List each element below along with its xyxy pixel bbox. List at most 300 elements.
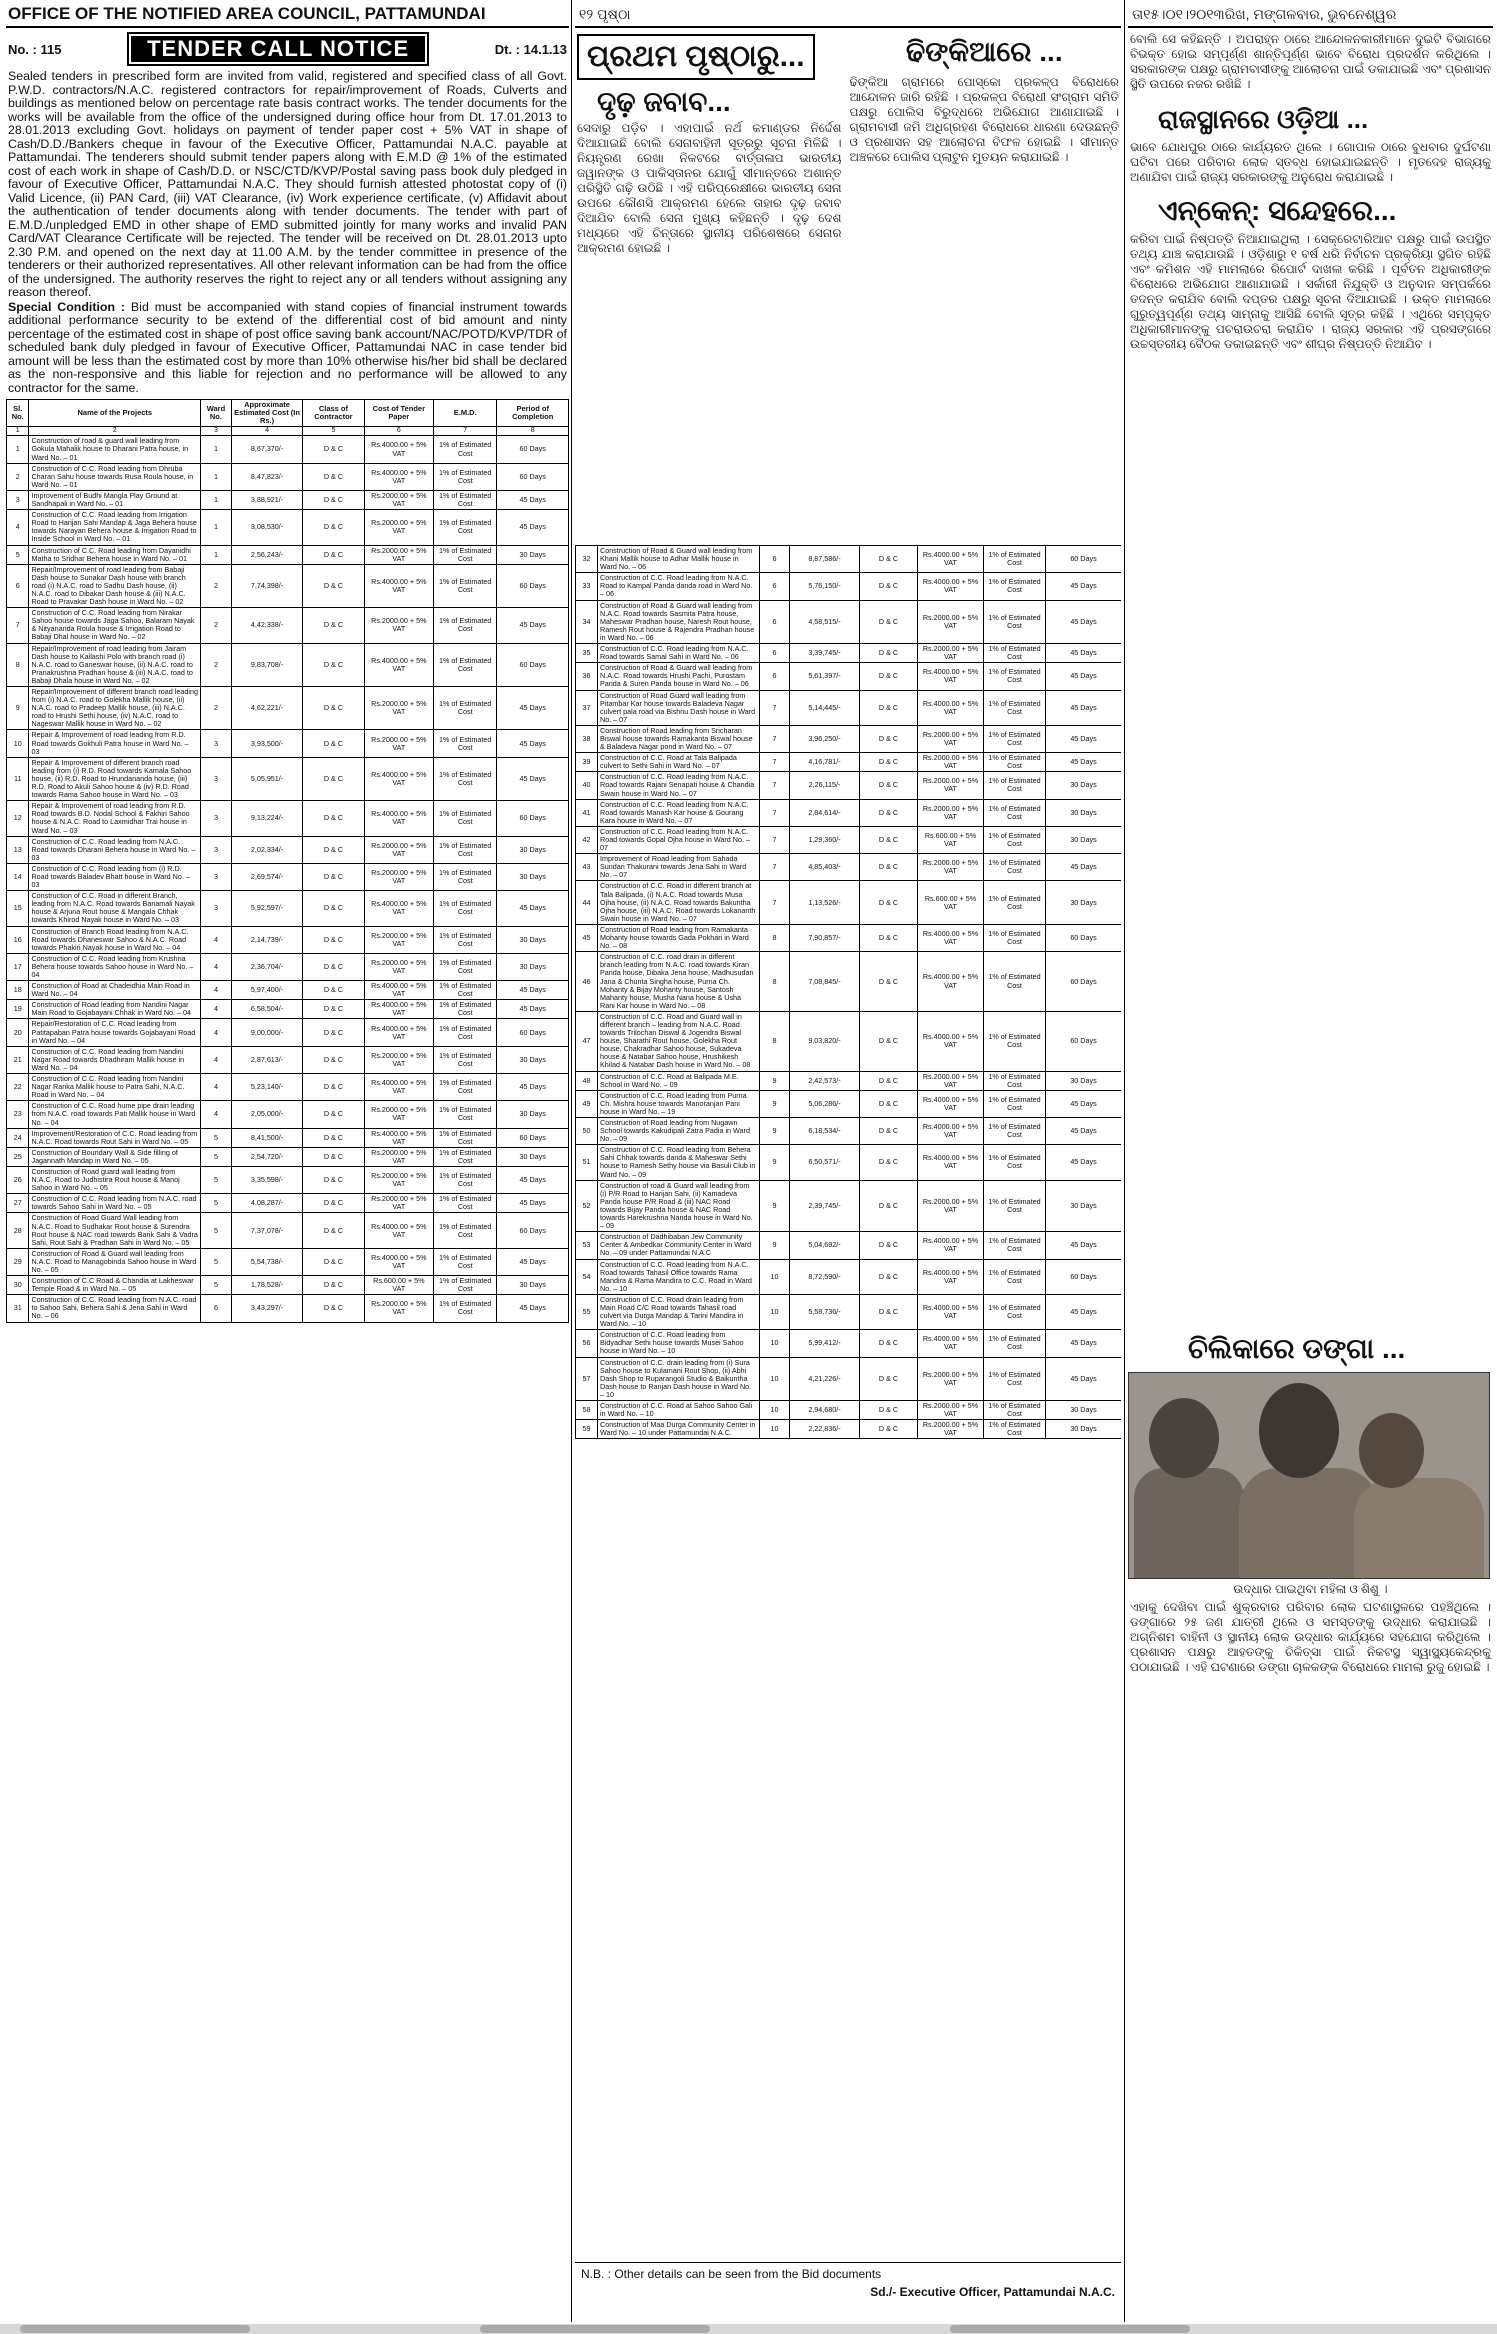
right-column xyxy=(1128,0,1493,2322)
table-row xyxy=(576,952,1122,1012)
col-number: 2 xyxy=(29,427,201,436)
cell-paper: Rs.2000.00 + 5% VAT xyxy=(364,926,433,953)
cell-period: 30 Days xyxy=(497,863,569,890)
cell-sl: 22 xyxy=(7,1074,29,1101)
cell-name: Construction of Road Guard wall leading from Pitambar Kar house towards Baladeva Nagar culvert pala road via Bishnu Dash house in Ward No. – 07 xyxy=(598,690,760,725)
cell-cost: 2,05,000/- xyxy=(231,1101,303,1128)
cell-emd: 1% of Estimated Cost xyxy=(434,1213,497,1248)
cell-period: 30 Days xyxy=(497,953,569,980)
cell-period: 45 Days xyxy=(497,757,569,800)
cell-class: D & C xyxy=(303,1074,364,1101)
cell-emd: 1% of Estimated Cost xyxy=(984,799,1046,826)
cell-ward: 7 xyxy=(760,690,790,725)
cell-name: Repair & Improvement of road leading from R.D. Road towards B.D. Nodal School & Fakhiri Sahoo house & N.A.C. Road to Laxmidhar Trai house in Ward No. – 03 xyxy=(29,801,201,836)
cell-cost: 1,29,360/- xyxy=(790,826,860,853)
tender-table-body xyxy=(576,546,1122,1439)
cell-class: D & C xyxy=(303,836,364,863)
cell-paper: Rs.2000.00 + 5% VAT xyxy=(918,1071,984,1090)
cell-cost: 2,56,243/- xyxy=(231,545,303,564)
cell-paper: Rs.4000.00 + 5% VAT xyxy=(918,1145,984,1180)
notice-number: No. : 115 xyxy=(8,41,62,57)
cell-sl: 10 xyxy=(7,730,29,757)
cell-class: D & C xyxy=(860,663,918,690)
cell-ward: 7 xyxy=(760,753,790,772)
cell-name: Construction of C.C. Road leading from Purna Ch. Mishra house towards Manoranjan Pani house in Ward No. – 19 xyxy=(598,1090,760,1117)
cell-paper: Rs.4000.00 + 5% VAT xyxy=(918,573,984,600)
table-row xyxy=(7,757,569,800)
cell-name: Construction of Maa Durga Community Center in Ward No. – 10 under Pattamundai N.A.C. xyxy=(598,1420,760,1439)
cell-sl: 38 xyxy=(576,725,598,752)
cell-sl: 40 xyxy=(576,772,598,799)
cell-ward: 6 xyxy=(201,1295,232,1322)
cell-period: 45 Days xyxy=(1046,690,1122,725)
cell-emd: 1% of Estimated Cost xyxy=(434,757,497,800)
cell-paper: Rs.4000.00 + 5% VAT xyxy=(918,924,984,951)
cell-sl: 2 xyxy=(7,463,29,490)
photo-face xyxy=(1359,1413,1424,1488)
table-row xyxy=(576,690,1122,725)
cell-name: Construction of C.C. Road leading from N.A.C. Road towards Manash Kar house & Gourang Kara house in Ward No. – 07 xyxy=(598,799,760,826)
cell-emd: 1% of Estimated Cost xyxy=(434,981,497,1000)
date-label: ତା୧୫।୦୧।୨୦୧୩ରିଖ, ମଙ୍ଗଳବାର, ଭୁବନେଶ୍ୱର xyxy=(1132,6,1397,22)
cell-ward: 10 xyxy=(760,1357,790,1400)
cell-name: Repair/Improvement of road leading from Babaji Dash house to Sunakar Dash house with branch road (i) N.A.C. road to Sadhu Dash house, (ii) N.A.C. road to Dibakar Dash house & (iii) N.A.C. Road to Pravakar Dash house in Ward No. – 02 xyxy=(29,564,201,607)
tender-table-body xyxy=(7,436,569,1322)
cell-cost: 3,93,500/- xyxy=(231,730,303,757)
cell-sl: 29 xyxy=(7,1248,29,1275)
cell-emd: 1% of Estimated Cost xyxy=(434,1074,497,1101)
cell-period: 45 Days xyxy=(1046,753,1122,772)
cell-ward: 1 xyxy=(201,510,232,545)
cell-sl: 23 xyxy=(7,1101,29,1128)
cell-period: 30 Days xyxy=(1046,1420,1122,1439)
table-row xyxy=(7,981,569,1000)
article-rajasthan: ଭାବେ ଯୋଧପୁର ଠାରେ କାର୍ଯ୍ୟରତ ଥିଲେ । ଗୋପାଳ ଠାରେ ବୁଧବାର ଦୁର୍ଘଟଣା ଘଟିବା ପରେ ପରିବାର ଲୋକ ସ୍ତବ୍ଧ ହୋଇଯାଇଛନ୍ତି । ମୃତଦେହ ରାଜ୍ୟକୁ ଅଣାଯିବା ପାଇଁ ରାଜ୍ୟ ସରକାରଙ୍କୁ ଅନୁରୋଧ କରାଯାଇଛି । xyxy=(1130,140,1491,184)
cell-emd: 1% of Estimated Cost xyxy=(434,926,497,953)
table-row xyxy=(576,546,1122,573)
cell-period: 45 Days xyxy=(497,1074,569,1101)
table-row xyxy=(576,826,1122,853)
table-row xyxy=(7,643,569,686)
cell-period: 30 Days xyxy=(1046,1401,1122,1420)
cell-name: Construction of C.C. Road hume pipe drain leading from N.A.C. road towards Pati Mallik house in Ward No. – 04 xyxy=(29,1101,201,1128)
cell-ward: 4 xyxy=(201,1019,232,1046)
cell-class: D & C xyxy=(860,1420,918,1439)
cell-cost: 9,13,224/- xyxy=(231,801,303,836)
cell-paper: Rs.4000.00 + 5% VAT xyxy=(364,564,433,607)
cell-paper: Rs.4000.00 + 5% VAT xyxy=(364,1019,433,1046)
cell-ward: 3 xyxy=(201,836,232,863)
cell-period: 30 Days xyxy=(497,1046,569,1073)
cell-emd: 1% of Estimated Cost xyxy=(434,545,497,564)
cell-ward: 10 xyxy=(760,1330,790,1357)
cell-sl: 41 xyxy=(576,799,598,826)
cell-emd: 1% of Estimated Cost xyxy=(434,801,497,836)
table-row xyxy=(7,1295,569,1322)
cell-emd: 1% of Estimated Cost xyxy=(434,1046,497,1073)
cell-sl: 12 xyxy=(7,801,29,836)
article-dhinkia: ଢିଙ୍କିଆ ଗ୍ରାମରେ ପୋସ୍କୋ ପ୍ରକଳ୍ପ ବିରୋଧରେ ଆନ୍ଦୋଳନ ଜାରି ରହିଛି । ପ୍ରକଳ୍ପ ବିରୋଧୀ ସଂଗ୍ରାମ ସମିତି ପକ୍ଷରୁ ପୋଲିସ ବିରୁଦ୍ଧରେ ଅଭିଯୋଗ ଆଣାଯାଇଛି । ଗ୍ରାମବାସୀ ଜମି ଅଧିଗ୍ରହଣ ବିରୋଧରେ ଧାରଣା ଦେଉଛନ୍ତି ଓ ପ୍ରଶାସନ ସହ ଆଲୋଚନା ବିଫଳ ହୋଇଛି । ସୀମାନ୍ତ ଅଞ୍ଚଳରେ ପୋଲିସ ପ୍ଲାଟୁନ ମୁତୟନ କରାଯାଇଛି । xyxy=(849,75,1119,164)
cell-class: D & C xyxy=(860,826,918,853)
headline-rajasthan: ରାଜସ୍ଥାନରେ ଓଡ଼ିଆ ... xyxy=(1158,104,1369,134)
cell-cost: 6,50,571/- xyxy=(790,1145,860,1180)
table-row xyxy=(576,1420,1122,1439)
cell-class: D & C xyxy=(303,1295,364,1322)
cell-class: D & C xyxy=(303,863,364,890)
cell-paper: Rs.600.00 + 5% VAT xyxy=(364,1276,433,1295)
cell-emd: 1% of Estimated Cost xyxy=(984,573,1046,600)
cell-sl: 48 xyxy=(576,1071,598,1090)
cell-sl: 32 xyxy=(576,546,598,573)
cell-paper: Rs.2000.00 + 5% VAT xyxy=(364,1147,433,1166)
cell-cost: 3,96,250/- xyxy=(790,725,860,752)
cell-period: 60 Days xyxy=(1046,924,1122,951)
cell-name: Repair/Restoration of C.C. Road leading from Patitapaban Patra house towards Gojabayani Road in Ward No. – 04 xyxy=(29,1019,201,1046)
cell-class: D & C xyxy=(860,772,918,799)
col-header: Period of Completion xyxy=(497,400,569,427)
table-row xyxy=(576,1232,1122,1259)
cell-ward: 2 xyxy=(201,687,232,730)
cell-name: Construction of C.C. Road leading from Krushna Behera house towards Sahoo house in Ward No. – 04 xyxy=(29,953,201,980)
cell-ward: 4 xyxy=(201,981,232,1000)
cell-name: Construction of Road leading from Nugawn School towards Kakudipali Zatra Padia in Ward No. – 09 xyxy=(598,1118,760,1145)
cell-sl: 19 xyxy=(7,1000,29,1019)
cell-paper: Rs.2000.00 + 5% VAT xyxy=(918,1357,984,1400)
cell-sl: 25 xyxy=(7,1147,29,1166)
table-row xyxy=(7,836,569,863)
cell-cost: 7,90,857/- xyxy=(790,924,860,951)
cell-sl: 33 xyxy=(576,573,598,600)
cell-emd: 1% of Estimated Cost xyxy=(434,1276,497,1295)
cell-paper: Rs.4000.00 + 5% VAT xyxy=(918,1330,984,1357)
cell-emd: 1% of Estimated Cost xyxy=(984,1145,1046,1180)
cell-emd: 1% of Estimated Cost xyxy=(984,1420,1046,1439)
cell-class: D & C xyxy=(860,1401,918,1420)
cell-sl: 30 xyxy=(7,1276,29,1295)
cell-sl: 59 xyxy=(576,1420,598,1439)
cell-name: Construction of C.C. Road leading from N.A.C. Road to Kampal Panda danda road in Ward No. – 06 xyxy=(598,573,760,600)
cell-ward: 3 xyxy=(201,730,232,757)
cell-paper: Rs.2000.00 + 5% VAT xyxy=(364,1166,433,1193)
photo-face xyxy=(1259,1383,1339,1478)
cell-paper: Rs.600.00 + 5% VAT xyxy=(918,881,984,924)
table-row xyxy=(7,1101,569,1128)
cell-ward: 10 xyxy=(760,1294,790,1329)
cell-class: D & C xyxy=(860,1011,918,1071)
cell-period: 45 Days xyxy=(497,1295,569,1322)
cell-class: D & C xyxy=(303,1128,364,1147)
table-row xyxy=(7,953,569,980)
cell-cost: 7,37,078/- xyxy=(231,1213,303,1248)
cell-name: Improvement of Budhi Mangla Play Ground at Sandhapali in Ward No. – 01 xyxy=(29,490,201,509)
cell-emd: 1% of Estimated Cost xyxy=(434,1000,497,1019)
cell-cost: 2,54,720/- xyxy=(231,1147,303,1166)
bid-note: N.B. : Other details can be seen from the Bid documents xyxy=(575,2262,1121,2285)
cell-class: D & C xyxy=(303,1166,364,1193)
cell-cost: 3,08,530/- xyxy=(231,510,303,545)
cell-paper: Rs.4000.00 + 5% VAT xyxy=(364,757,433,800)
cell-sl: 37 xyxy=(576,690,598,725)
cell-cost: 8,87,586/- xyxy=(790,546,860,573)
table-row xyxy=(576,1145,1122,1180)
cell-class: D & C xyxy=(860,1090,918,1117)
cell-ward: 5 xyxy=(201,1128,232,1147)
cell-ward: 8 xyxy=(760,952,790,1012)
cell-name: Construction of Road guard wall leading from N.A.C. Road to Judhistira Rout house & Manoj Sahoo in Ward No. – 05 xyxy=(29,1166,201,1193)
cell-emd: 1% of Estimated Cost xyxy=(984,772,1046,799)
cell-paper: Rs.2000.00 + 5% VAT xyxy=(918,753,984,772)
cell-ward: 7 xyxy=(760,854,790,881)
horizontal-scrollbar[interactable] xyxy=(0,2324,1497,2334)
cell-name: Construction of C.C. Road in different Branch, leading from N.A.C. Road towards Banamali Nayak house & Arjuna Rout house & Mangala Chhak towards Khirod Nayak house in Ward No. – 03 xyxy=(29,891,201,926)
cell-cost: 2,87,613/- xyxy=(231,1046,303,1073)
table-row xyxy=(7,1166,569,1193)
cell-sl: 28 xyxy=(7,1213,29,1248)
cell-class: D & C xyxy=(303,1046,364,1073)
cell-sl: 42 xyxy=(576,826,598,853)
table-row xyxy=(576,1259,1122,1294)
cell-cost: 9,00,000/- xyxy=(231,1019,303,1046)
cell-class: D & C xyxy=(860,1259,918,1294)
cell-paper: Rs.2000.00 + 5% VAT xyxy=(364,836,433,863)
cell-name: Construction of C.C. Road leading from Dayanidhi Matha to Sridhar Behera house in Ward No. – 01 xyxy=(29,545,201,564)
cell-period: 60 Days xyxy=(497,564,569,607)
cell-class: D & C xyxy=(303,463,364,490)
cell-sl: 4 xyxy=(7,510,29,545)
cell-paper: Rs.2000.00 + 5% VAT xyxy=(918,725,984,752)
cell-sl: 50 xyxy=(576,1118,598,1145)
cell-cost: 3,88,921/- xyxy=(231,490,303,509)
cell-period: 45 Days xyxy=(1046,663,1122,690)
cell-class: D & C xyxy=(860,546,918,573)
headline-strong-reply: ଦୃଢ଼ ଜବାବ... xyxy=(597,86,731,117)
cell-cost: 2,39,745/- xyxy=(790,1180,860,1232)
cell-name: Construction of Branch Road leading from N.A.C. Road towards Dhaneswar Sahoo & N.A.C. Road towards Phakiri Nayak house in Ward No. – 04 xyxy=(29,926,201,953)
cell-sl: 13 xyxy=(7,836,29,863)
table-row xyxy=(576,573,1122,600)
cell-sl: 57 xyxy=(576,1357,598,1400)
cell-period: 45 Days xyxy=(497,1000,569,1019)
table-row xyxy=(576,1180,1122,1232)
cell-period: 45 Days xyxy=(497,981,569,1000)
cell-name: Construction of C.C. Road leading from Irrigation Road to Harijan Sahi Mandap & Jaga Behera house towards Narayan Behera house & Irrigation Road to Inside School in Ward No. – 01 xyxy=(29,510,201,545)
cell-paper: Rs.4000.00 + 5% VAT xyxy=(364,1248,433,1275)
cell-cost: 2,69,574/- xyxy=(231,863,303,890)
cell-period: 60 Days xyxy=(1046,952,1122,1012)
cell-paper: Rs.4000.00 + 5% VAT xyxy=(364,801,433,836)
front-page-box: ପ୍ରଥମ ପୃଷ୍ଠାରୁ... xyxy=(577,34,815,80)
cell-emd: 1% of Estimated Cost xyxy=(434,953,497,980)
cell-class: D & C xyxy=(303,643,364,686)
photo-figure xyxy=(1354,1478,1484,1579)
cell-name: Construction of Boundary Wall & Side filling of Jagannath Mandap in Ward No. – 05 xyxy=(29,1147,201,1166)
cell-cost: 9,83,708/- xyxy=(231,643,303,686)
col-header: E.M.D. xyxy=(434,400,497,427)
cell-cost: 2,36,704/- xyxy=(231,953,303,980)
col-number: 5 xyxy=(303,427,364,436)
cell-paper: Rs.2000.00 + 5% VAT xyxy=(364,510,433,545)
cell-name: Construction of road & guard wall leading from Gokula Mahalik house to Dharani Patra house, in Ward No. – 01 xyxy=(29,436,201,463)
cell-name: Construction of C.C. Road leading from (i) R.D. Road towards Baladev Bhatt house in Ward No. – 03 xyxy=(29,863,201,890)
cell-period: 30 Days xyxy=(1046,772,1122,799)
cell-sl: 54 xyxy=(576,1259,598,1294)
cell-sl: 21 xyxy=(7,1046,29,1073)
cell-emd: 1% of Estimated Cost xyxy=(984,1294,1046,1329)
cell-ward: 4 xyxy=(201,1046,232,1073)
cell-paper: Rs.4000.00 + 5% VAT xyxy=(364,1074,433,1101)
cell-cost: 5,61,397/- xyxy=(790,663,860,690)
cell-emd: 1% of Estimated Cost xyxy=(434,608,497,643)
cell-name: Construction of Road leading from Nandini Nagar Main Road to Gojabayani Chhak in Ward No. – 04 xyxy=(29,1000,201,1019)
cell-name: Improvement of Road leading from Sahada Sundari Thakurani towards Jena Sahi in Ward No. – 07 xyxy=(598,854,760,881)
cell-cost: 3,39,745/- xyxy=(790,644,860,663)
cell-name: Construction of Road & Guard wall leading from N.A.C. Road to Managobinda Sahoo house in Ward No. – 05 xyxy=(29,1248,201,1275)
cell-name: Construction of C.C. Road leading from Nandini Nagar Ranka Mallik house to Patra Sahi, N.A.C. Road in Ward No. – 04 xyxy=(29,1074,201,1101)
table-row xyxy=(576,772,1122,799)
cell-ward: 4 xyxy=(201,1074,232,1101)
headline-dhinkia: ଢିଙ୍କିଆରେ ... xyxy=(905,36,1063,67)
cell-class: D & C xyxy=(860,1357,918,1400)
cell-name: Construction of Road at Chadeidhia Main Road in Ward No. – 04 xyxy=(29,981,201,1000)
cell-period: 45 Days xyxy=(497,1194,569,1213)
cell-period: 30 Days xyxy=(497,836,569,863)
cell-paper: Rs.2000.00 + 5% VAT xyxy=(364,1046,433,1073)
cell-ward: 10 xyxy=(760,1420,790,1439)
cell-name: Construction of C.C. Road leading from Dhruba Charan Sahu house towards Rusa Roula house, in Ward No. – 01 xyxy=(29,463,201,490)
col-header: Sl. No. xyxy=(7,400,29,427)
cell-sl: 24 xyxy=(7,1128,29,1147)
table-row xyxy=(7,490,569,509)
cell-class: D & C xyxy=(303,1213,364,1248)
cell-sl: 31 xyxy=(7,1295,29,1322)
table-row xyxy=(7,545,569,564)
cell-ward: 2 xyxy=(201,564,232,607)
cell-emd: 1% of Estimated Cost xyxy=(984,952,1046,1012)
page-label: ୧୨ ପୃଷ୍ଠା xyxy=(579,6,631,22)
cell-period: 30 Days xyxy=(497,1101,569,1128)
cell-sl: 35 xyxy=(576,644,598,663)
table-row xyxy=(576,663,1122,690)
col-number: 6 xyxy=(364,427,433,436)
cell-class: D & C xyxy=(860,725,918,752)
cell-ward: 6 xyxy=(760,600,790,643)
cell-name: Repair/Improvement of road leading from Jairam Dash house to Kailashi Polo with branch road (i) N.A.C. road to Ganeswar house, (ii) N.A.C. road to Pranakrushna Pradhan house & (iii) N.A.C. road to Babaji Dhala house in Ward No. – 02 xyxy=(29,643,201,686)
cell-ward: 8 xyxy=(760,924,790,951)
tender-notice-column xyxy=(6,0,569,2322)
cell-emd: 1% of Estimated Cost xyxy=(984,753,1046,772)
table-row xyxy=(576,753,1122,772)
col-number: 7 xyxy=(434,427,497,436)
cell-period: 45 Days xyxy=(1046,1145,1122,1180)
scroll-thumb[interactable] xyxy=(480,2325,710,2333)
scroll-thumb[interactable] xyxy=(950,2325,1190,2333)
table-row xyxy=(576,1118,1122,1145)
cell-ward: 3 xyxy=(201,863,232,890)
cell-ward: 9 xyxy=(760,1232,790,1259)
cell-sl: 27 xyxy=(7,1194,29,1213)
cell-ward: 1 xyxy=(201,490,232,509)
cell-cost: 5,06,286/- xyxy=(790,1090,860,1117)
cell-class: D & C xyxy=(860,1145,918,1180)
cell-sl: 3 xyxy=(7,490,29,509)
cell-period: 45 Days xyxy=(497,510,569,545)
cell-name: Repair/Improvement of different branch road leading from (i) N.A.C. road to Golekha Mallik house, (ii) N.A.C. road to Pradeep Mallik house, (iii) N.A.C. road to Hrushi Sethi house, (iv) N.A.C. road to Nageswar Mallik house in Ward No. – 02 xyxy=(29,687,201,730)
cell-sl: 47 xyxy=(576,1011,598,1071)
cell-period: 30 Days xyxy=(1046,826,1122,853)
table-row xyxy=(576,1330,1122,1357)
cell-paper: Rs.4000.00 + 5% VAT xyxy=(918,1259,984,1294)
table-number-row xyxy=(7,427,569,436)
cell-ward: 5 xyxy=(201,1248,232,1275)
cell-class: D & C xyxy=(303,436,364,463)
cell-cost: 4,58,515/- xyxy=(790,600,860,643)
cell-class: D & C xyxy=(303,1147,364,1166)
cell-cost: 8,67,370/- xyxy=(231,436,303,463)
table-row xyxy=(7,1019,569,1046)
cell-ward: 7 xyxy=(760,772,790,799)
cell-emd: 1% of Estimated Cost xyxy=(984,826,1046,853)
cell-class: D & C xyxy=(860,854,918,881)
cell-ward: 7 xyxy=(760,725,790,752)
cell-period: 45 Days xyxy=(1046,1118,1122,1145)
cell-name: Construction of Road Guard Wall leading from N.A.C. Road to Sudhakar Rout house & Surendra Rout house & NAC road towards Barik Sahi & Vadra Sahi, Rout Sahi & Pradhan Sahi in Ward No. – 05 xyxy=(29,1213,201,1248)
col-number: 3 xyxy=(201,427,232,436)
cell-paper: Rs.2000.00 + 5% VAT xyxy=(364,608,433,643)
headline-chilika: ଚିଲିକାରେ ଡଙ୍ଗା ... xyxy=(1188,1333,1406,1364)
cell-sl: 49 xyxy=(576,1090,598,1117)
cell-name: Construction of C.C. Road leading from N.A.C. Road towards Rajani Senapati house & Chandia Swain house in Ward No. – 07 xyxy=(598,772,760,799)
cell-ward: 9 xyxy=(760,1090,790,1117)
news-photo xyxy=(1128,1372,1490,1579)
cell-paper: Rs.4000.00 + 5% VAT xyxy=(918,663,984,690)
cell-paper: Rs.2000.00 + 5% VAT xyxy=(918,772,984,799)
cell-period: 45 Days xyxy=(1046,573,1122,600)
cell-paper: Rs.4000.00 + 5% VAT xyxy=(918,546,984,573)
cell-cost: 2,22,836/- xyxy=(790,1420,860,1439)
cell-emd: 1% of Estimated Cost xyxy=(434,1194,497,1213)
col-header: Cost of Tender Paper xyxy=(364,400,433,427)
cell-period: 60 Days xyxy=(497,1213,569,1248)
notice-title: TENDER CALL NOTICE xyxy=(127,32,429,66)
cell-emd: 1% of Estimated Cost xyxy=(984,600,1046,643)
cell-paper: Rs.4000.00 + 5% VAT xyxy=(364,1000,433,1019)
cell-ward: 7 xyxy=(760,826,790,853)
table-row xyxy=(7,687,569,730)
headline-encounter: ଏନ୍‌କେନ୍: ସନ୍ଦେହରେ... xyxy=(1158,195,1397,226)
special-condition-label: Special Condition : xyxy=(8,299,126,314)
cell-cost: 5,14,445/- xyxy=(790,690,860,725)
scroll-thumb[interactable] xyxy=(20,2325,250,2333)
cell-ward: 9 xyxy=(760,1145,790,1180)
cell-emd: 1% of Estimated Cost xyxy=(434,836,497,863)
cell-period: 60 Days xyxy=(497,463,569,490)
table-row xyxy=(7,564,569,607)
cell-emd: 1% of Estimated Cost xyxy=(984,1090,1046,1117)
cell-cost: 5,97,400/- xyxy=(231,981,303,1000)
cell-ward: 6 xyxy=(760,663,790,690)
cell-sl: 58 xyxy=(576,1401,598,1420)
cell-name: Construction of C.C. Road leading from Behera Sahi Chhak towards danda & Maheswar Sethi house to Ramesh Sethy house via Basuli Club in Ward No. – 09 xyxy=(598,1145,760,1180)
cell-period: 30 Days xyxy=(497,1276,569,1295)
cell-ward: 1 xyxy=(201,463,232,490)
col-header: Class of Contractor xyxy=(303,400,364,427)
table-row xyxy=(7,730,569,757)
article-encounter: କରିବା ପାଇଁ ନିଷ୍ପତ୍ତି ନିଆଯାଇଥିଲା । ସେକ୍ରେଟାରିଆଟ ପକ୍ଷରୁ ପାଇଁ ଉପସ୍ଥିତ ତଥ୍ୟ ଯାଞ୍ଚ କରାଯାଉଛି । ଓଡ଼ିଶାରୁ ୧ ବର୍ଷ ଧରି ନିର୍ବାଚନ ପ୍ରକ୍ରିୟା ସ୍ଥଗିତ ରହିଛି ଏବଂ କମିଶନ ଏହି ମାମଲାରେ ରିପୋର୍ଟ ଦାଖଲ କରିଛି । ପୂର୍ବତନ ଅଧିକାରୀଙ୍କ ବିରୋଧରେ ଅଭିଯୋଗ ଆଣାଯାଇଛି । ସର୍କାରୀ ନିଯୁକ୍ତି ଓ ଅନୁଦାନ ସମ୍ପର୍କରେ ତଦନ୍ତ କରାଯିବ ବୋଲି ଦପ୍ତର ପକ୍ଷରୁ ସୂଚନା ଦିଆଯାଇଛି । ଉକ୍ତ ମାମଲାରେ ଗୁରୁତ୍ୱପୂର୍ଣ୍ଣ ତଥ୍ୟ ସାମ୍ନାକୁ ଆସିଛି ବୋଲି ସୂତ୍ର କହିଛି । ଏଥିରେ ସମ୍ପୃକ୍ତ ଅଧିକାରୀମାନଙ୍କୁ ପଚରାଉଚରା କରାଯିବ । ରାଜ୍ୟ ସରକାର ଏହି ପ୍ରସଙ୍ଗରେ ଉଚ୍ଚସ୍ତରୀୟ ବୈଠକ ଡକାଇଛନ୍ତି ଏବଂ ଶୀଘ୍ର ନିଷ୍ପତ୍ତି ନିଆଯିବ । xyxy=(1130,232,1491,351)
cell-emd: 1% of Estimated Cost xyxy=(434,1295,497,1322)
special-condition-text: Bid must be accompanied with stand copies of financial instrument towards additional performance security to be extend of the differential cost of bid amount and ninty percentage of the estimated cost in shape of post office saving bank account/NAC/POTD/KVP/TDR of scheduled bank duly pledged in favour of Executive Officer, Pattamundai NAC in case tender bid amount will be less than the estimated cost by more than 10% otherwise his/her bid shall be declared as the non-responsive and this liable for rejection and no performance will be allowed to any contractor for the same. xyxy=(8,299,567,395)
cell-sl: 1 xyxy=(7,436,29,463)
cell-ward: 9 xyxy=(760,1071,790,1090)
